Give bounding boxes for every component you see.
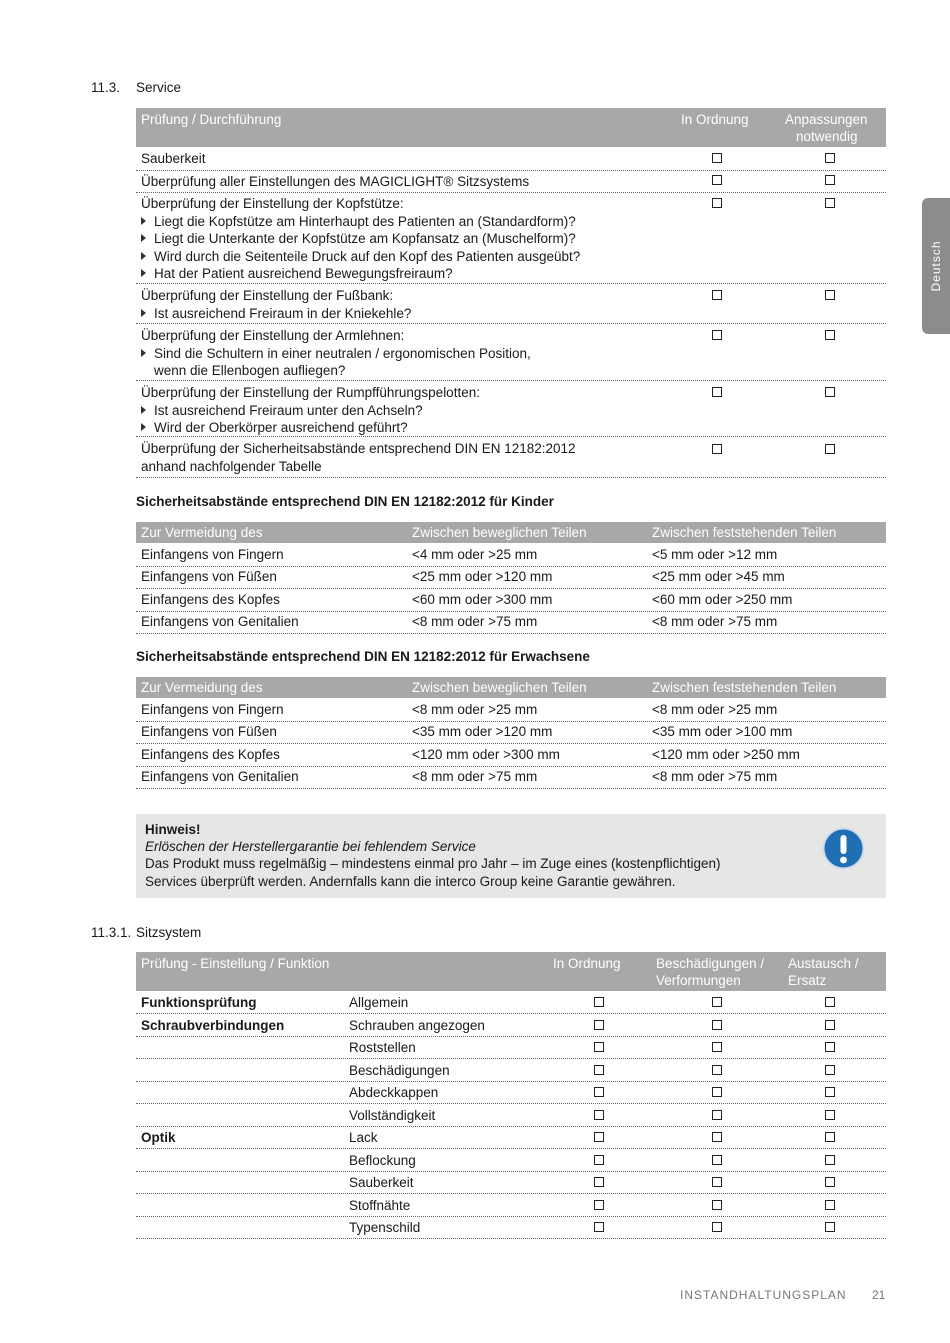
arrow-right-icon (141, 269, 146, 277)
section-number: 11.3. (91, 80, 121, 95)
sitz-item-label: Beflockung (349, 1153, 416, 1168)
ok-checkbox[interactable] (594, 1200, 604, 1210)
ok-checkbox[interactable] (594, 1087, 604, 1097)
arrow-right-icon (141, 217, 146, 225)
arrow-right-icon (141, 252, 146, 260)
damage-checkbox[interactable] (712, 1087, 722, 1097)
ok-checkbox[interactable] (594, 1020, 604, 1030)
sitz-table-row (136, 1127, 886, 1149)
replace-checkbox[interactable] (825, 1132, 835, 1142)
adult-table-header (136, 677, 886, 698)
ok-checkbox[interactable] (712, 153, 722, 163)
ok-checkbox[interactable] (712, 387, 722, 397)
sitz-group-label: Optik (141, 1130, 176, 1145)
damage-checkbox[interactable] (712, 1132, 722, 1142)
exclamation-icon (822, 827, 865, 870)
sitz-header-check: Prüfung - Einstellung / Funktion (141, 956, 330, 971)
ok-checkbox[interactable] (594, 1110, 604, 1120)
adjust-checkbox[interactable] (825, 290, 835, 300)
ok-checkbox[interactable] (594, 1065, 604, 1075)
service-row-text: Überprüfung aller Einstellungen des MAGICLIGHT® Sitzsystems (141, 174, 530, 189)
replace-checkbox[interactable] (825, 1155, 835, 1165)
replace-checkbox[interactable] (825, 1065, 835, 1075)
service-row (136, 381, 886, 437)
service-header-check: Prüfung / Durchführung (141, 112, 282, 127)
ok-checkbox[interactable] (712, 330, 722, 340)
service-row-text: Überprüfung der Einstellung der Kopfstütze: Liegt die Kopfstütze am Hinterhaupt des Patienten an (Standardform)? Liegt die Unterkante der Kopfstütze am Kopfansatz an (Muschelform)? Wird durch die Seitenteile Druck auf den Kopf des Patienten ausgeübt? Hat der Patient ausreichend Bewegungsfreiraum? (141, 196, 581, 281)
ok-checkbox[interactable] (712, 290, 722, 300)
service-header-adjust-1: Anpassungen (785, 112, 868, 127)
sitz-item-label: Roststellen (349, 1040, 416, 1055)
damage-checkbox[interactable] (712, 1177, 722, 1187)
note-text-2: Services überprüft werden. Andernfalls kann die interco Group keine Garantie gewähren. (145, 874, 676, 889)
note-title: Hinweis! (145, 822, 201, 837)
sitz-item-label: Beschädigungen (349, 1063, 450, 1078)
sitz-item-label: Sauberkeit (349, 1175, 414, 1190)
kids-header-col1: Zur Vermeidung des (141, 525, 263, 540)
adjust-checkbox[interactable] (825, 153, 835, 163)
adjust-checkbox[interactable] (825, 387, 835, 397)
sitz-item-label: Lack (349, 1130, 378, 1145)
sitz-table-row (136, 1150, 886, 1172)
page-number: 21 (872, 1288, 886, 1302)
ok-checkbox[interactable] (594, 1042, 604, 1052)
ok-checkbox[interactable] (712, 175, 722, 185)
sitz-group-label: Funktionsprüfung (141, 995, 257, 1010)
damage-checkbox[interactable] (712, 1200, 722, 1210)
arrow-right-icon (141, 406, 146, 414)
adjust-checkbox[interactable] (825, 198, 835, 208)
subsection-number: 11.3.1. (91, 925, 132, 940)
ok-checkbox[interactable] (594, 1155, 604, 1165)
service-header-adjust-2: notwendig (796, 129, 858, 144)
sitz-group-label: Schraubverbindungen (141, 1018, 285, 1033)
replace-checkbox[interactable] (825, 1042, 835, 1052)
service-row-text: Sauberkeit (141, 151, 206, 166)
sitz-table-row (136, 1105, 886, 1127)
replace-checkbox[interactable] (825, 1200, 835, 1210)
sitz-table-row (136, 1037, 886, 1059)
sitz-item-label: Stoffnähte (349, 1198, 411, 1213)
service-row (136, 284, 886, 324)
damage-checkbox[interactable] (712, 1042, 722, 1052)
replace-checkbox[interactable] (825, 1110, 835, 1120)
subsection-title: Sitzsystem (136, 925, 202, 940)
service-row (136, 324, 886, 381)
sitz-header-ok: In Ordnung (553, 956, 621, 971)
note-subtitle: Erlöschen der Herstellergarantie bei fehlendem Service (145, 839, 476, 854)
ok-checkbox[interactable] (594, 1177, 604, 1187)
sitz-item-label: Allgemein (349, 995, 409, 1010)
sitz-item-label: Vollständigkeit (349, 1108, 436, 1123)
kids-table-row: Einfangens von Fingern <4 mm oder >25 mm <5 mm oder >12 mm (136, 544, 886, 567)
sitz-header-replace-1: Austausch / (788, 956, 859, 971)
kids-table-header (136, 522, 886, 543)
service-header-ok: In Ordnung (681, 112, 749, 127)
kids-table-title: Sicherheitsabstände entsprechend DIN EN 12182:2012 für Kinder (136, 494, 554, 509)
sitz-header-replace-2: Ersatz (788, 973, 827, 988)
note-text-1: Das Produkt muss regelmäßig – mindestens einmal pro Jahr – im Zuge eines (kostenpflichtigen) (145, 856, 721, 871)
service-table-header (136, 108, 886, 147)
ok-checkbox[interactable] (712, 198, 722, 208)
replace-checkbox[interactable] (825, 997, 835, 1007)
adult-table-row: Einfangens des Kopfes <120 mm oder >300 mm <120 mm oder >250 mm (136, 744, 886, 767)
kids-table-row: Einfangens von Genitalien <8 mm oder >75 mm <8 mm oder >75 mm (136, 612, 886, 634)
sitz-table-row (136, 1015, 886, 1037)
damage-checkbox[interactable] (712, 997, 722, 1007)
replace-checkbox[interactable] (825, 1177, 835, 1187)
replace-checkbox[interactable] (825, 1087, 835, 1097)
footer-label: INSTANDHALTUNGSPLAN (680, 1288, 847, 1302)
arrow-right-icon (141, 349, 146, 357)
sitz-table-row (136, 1060, 886, 1082)
service-row-text: Überprüfung der Sicherheitsabstände entsprechend DIN EN 12182:2012 anhand nachfolgender Tabelle (141, 441, 576, 474)
service-row (136, 193, 886, 284)
damage-checkbox[interactable] (712, 1155, 722, 1165)
adult-header-col2: Zwischen beweglichen Teilen (412, 680, 587, 695)
service-row-text: Überprüfung der Einstellung der Rumpfführungspelotten: Ist ausreichend Freiraum unter den Achseln? Wird der Oberkörper ausreichend geführt? (141, 385, 480, 435)
adjust-checkbox[interactable] (825, 175, 835, 185)
damage-checkbox[interactable] (712, 1222, 722, 1232)
ok-checkbox[interactable] (594, 997, 604, 1007)
sitz-item-label: Schrauben angezogen (349, 1018, 485, 1033)
kids-table-row: Einfangens von Füßen <25 mm oder >120 mm <25 mm oder >45 mm (136, 567, 886, 589)
service-row-text: Überprüfung der Einstellung der Armlehnen: Sind die Schultern in einer neutralen / ergonomischen Position, wenn die Ellenbogen aufliegen? (141, 328, 531, 378)
kids-header-col2: Zwischen beweglichen Teilen (412, 525, 587, 540)
adult-table-row: Einfangens von Füßen <35 mm oder >120 mm <35 mm oder >100 mm (136, 722, 886, 744)
adult-header-col3: Zwischen feststehenden Teilen (652, 680, 837, 695)
sitz-table-row (136, 1217, 886, 1239)
ok-checkbox[interactable] (594, 1132, 604, 1142)
adjust-checkbox[interactable] (825, 444, 835, 454)
sitz-header-damage-1: Beschädigungen / (656, 956, 765, 971)
service-row (136, 148, 886, 171)
adjust-checkbox[interactable] (825, 330, 835, 340)
kids-header-col3: Zwischen feststehenden Teilen (652, 525, 837, 540)
arrow-right-icon (141, 234, 146, 242)
sitz-table-row (136, 992, 886, 1014)
replace-checkbox[interactable] (825, 1020, 835, 1030)
service-row (136, 171, 886, 193)
damage-checkbox[interactable] (712, 1020, 722, 1030)
sitz-item-label: Typenschild (349, 1220, 421, 1235)
sitz-item-label: Abdeckkappen (349, 1085, 439, 1100)
damage-checkbox[interactable] (712, 1065, 722, 1075)
arrow-right-icon (141, 423, 146, 431)
sitz-header-damage-2: Verformungen (656, 973, 741, 988)
note-box (136, 814, 886, 898)
arrow-right-icon (141, 309, 146, 317)
sitz-table-row (136, 1082, 886, 1104)
adult-table-row: Einfangens von Fingern <8 mm oder >25 mm <8 mm oder >25 mm (136, 699, 886, 722)
section-title: Service (136, 80, 182, 95)
sitz-table-row (136, 1172, 886, 1194)
sitz-table-header (136, 952, 886, 991)
ok-checkbox[interactable] (712, 444, 722, 454)
adult-table-title: Sicherheitsabstände entsprechend DIN EN 12182:2012 für Erwachsene (136, 649, 590, 664)
service-row (136, 437, 886, 478)
language-tab-label: Deutsch (929, 240, 943, 292)
adult-header-col1: Zur Vermeidung des (141, 680, 263, 695)
ok-checkbox[interactable] (594, 1222, 604, 1232)
kids-table-row: Einfangens des Kopfes <60 mm oder >300 mm <60 mm oder >250 mm (136, 589, 886, 612)
damage-checkbox[interactable] (712, 1110, 722, 1120)
service-row-text: Überprüfung der Einstellung der Fußbank: Ist ausreichend Freiraum in der Kniekehle? (141, 288, 412, 321)
adult-table-row: Einfangens von Genitalien <8 mm oder >75 mm <8 mm oder >75 mm (136, 767, 886, 789)
replace-checkbox[interactable] (825, 1222, 835, 1232)
language-tab[interactable] (922, 198, 950, 334)
sitz-table-row (136, 1195, 886, 1217)
